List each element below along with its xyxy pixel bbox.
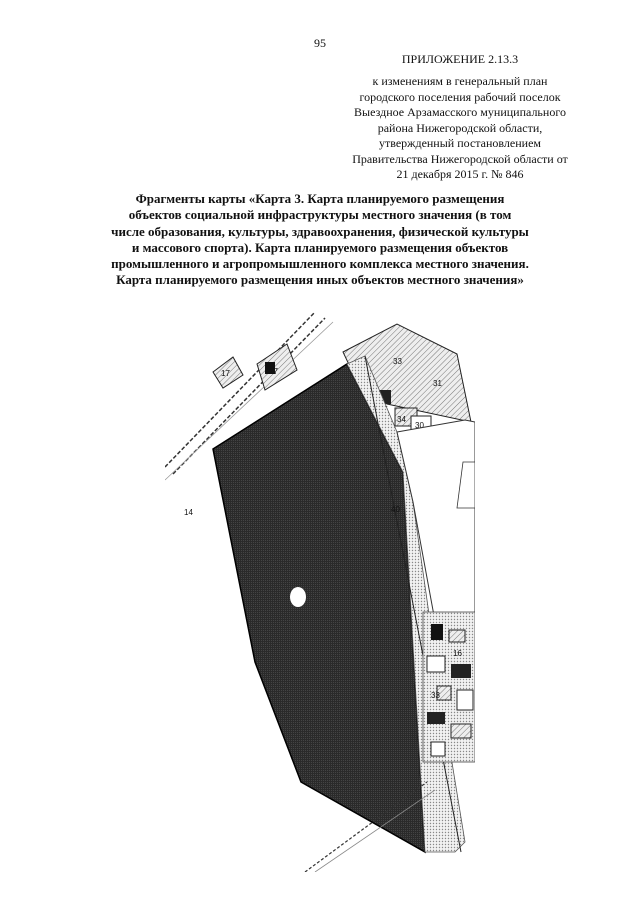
- map-label: 17: [269, 367, 278, 376]
- appendix-line: 21 декабря 2015 г. № 846: [396, 167, 524, 181]
- map-label-zone: 14: [184, 508, 193, 517]
- appendix-heading: ПРИЛОЖЕНИЕ 2.13.3: [401, 52, 519, 66]
- map-label: 16: [453, 649, 462, 658]
- appendix-line: к изменениям в генеральный план: [372, 74, 548, 88]
- appendix-block: [330, 52, 590, 183]
- map-label: 33: [431, 691, 440, 700]
- appendix-line: района Нижегородской области,: [377, 120, 543, 135]
- appendix-line: Выездное Арзамасского муниципального: [354, 105, 566, 119]
- title-line: промышленного и агропромышленного комплекса местного значения.: [111, 256, 529, 272]
- map-label: 34: [397, 415, 406, 424]
- map-label: 17: [221, 369, 230, 378]
- map-svg: [165, 312, 475, 872]
- settlement-area: [423, 612, 475, 762]
- title-line: объектов социальной инфраструктуры местного значения (в том: [128, 207, 512, 223]
- title-line: Фрагменты карты «Карта 3. Карта планируемого размещения: [135, 191, 505, 206]
- map-fragment: [165, 312, 475, 872]
- page-number: 95: [314, 36, 326, 50]
- map-label: 33: [393, 357, 402, 366]
- appendix-line: Правительства Нижегородской области от: [352, 151, 568, 166]
- title-line: Карта планируемого размещения иных объектов местного значения»: [116, 272, 524, 288]
- map-label: 31: [433, 379, 442, 388]
- document-title: [70, 191, 570, 289]
- map-label: 30: [415, 421, 424, 430]
- appendix-line: городского поселения рабочий поселок: [359, 89, 561, 104]
- title-line: числе образования, культуры, здравоохранения, физической культуры: [111, 223, 529, 239]
- map-label: 40: [391, 505, 400, 514]
- plot-marker: [290, 587, 306, 607]
- title-line: и массового спорта). Карта планируемого размещения объектов: [131, 239, 509, 255]
- appendix-line: утвержденный постановлением: [379, 136, 541, 150]
